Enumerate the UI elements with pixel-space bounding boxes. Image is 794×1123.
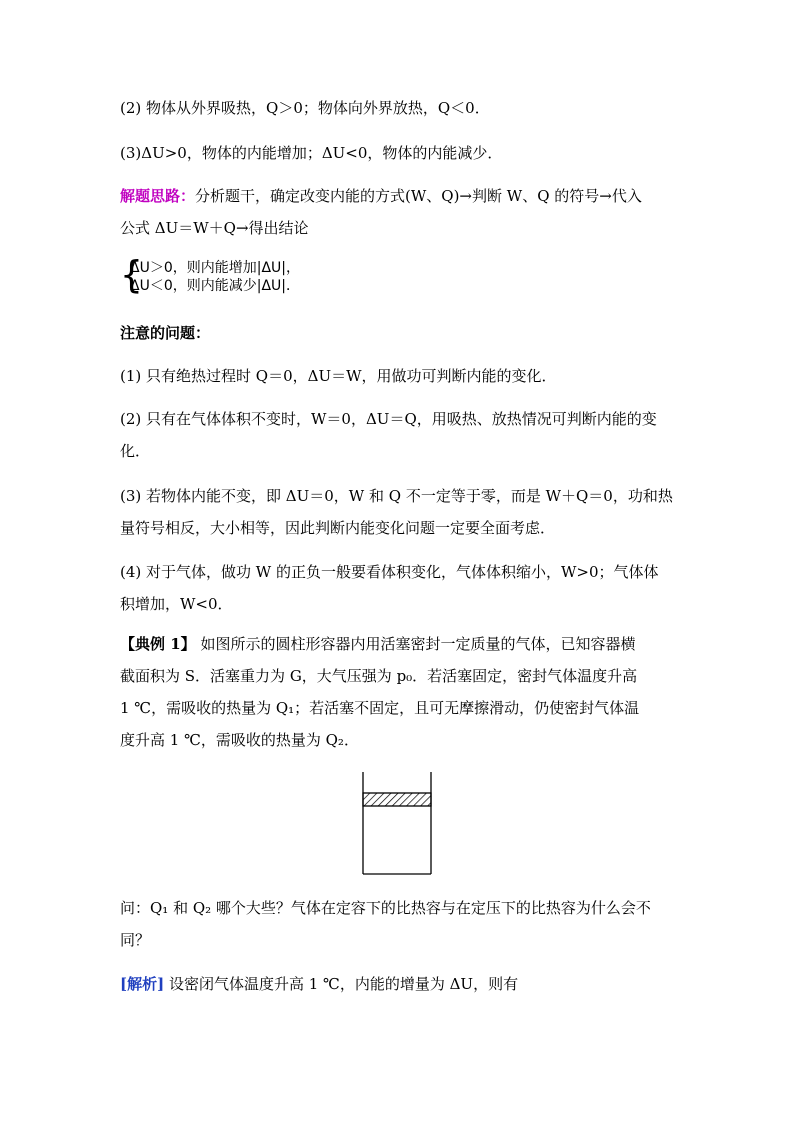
notice-3a: (3) 若物体内能不变，即 ΔU＝0，W 和 Q 不一定等于零，而是 W＋Q＝0，功和热 xyxy=(120,487,673,505)
left-brace-icon: { xyxy=(120,253,143,297)
line-du-sign: (3)ΔU>0，物体的内能增加；ΔU<0，物体的内能减少． xyxy=(120,144,503,162)
example-label: 【典例 1】 xyxy=(120,635,196,653)
notice-heading: 注意的问题： xyxy=(120,324,211,342)
solution-idea-text: 分析题干，确定改变内能的方式(W、Q)→判断 W、Q 的符号→代入 xyxy=(195,187,642,205)
solution-idea-label: 解题思路： xyxy=(120,187,196,205)
line-solution-idea xyxy=(120,186,642,206)
line-formula: 公式 ΔU＝W＋Q→得出结论 xyxy=(120,219,309,237)
notice-3b: 量符号相反，大小相等，因此判断内能变化问题一定要全面考虑． xyxy=(120,519,556,537)
analysis-line xyxy=(120,974,518,994)
notice-4a: (4) 对于气体，做功 W 的正负一般要看体积变化，气体体积缩小，W>0；气体体 xyxy=(120,563,659,581)
question-line-2: 同？ xyxy=(120,931,151,949)
cylinder-piston-diagram xyxy=(355,772,435,876)
brace-case-1: ΔU＞0，则内能增加|ΔU|， xyxy=(130,260,300,276)
brace-case-2: ΔU＜0，则内能减少|ΔU|． xyxy=(130,278,300,294)
example-line-3: 1 ℃，需吸收的热量为 Q₁；若活塞不固定，且可无摩擦滑动，仍使密封气体温 xyxy=(120,699,640,717)
example-line-2: 截面积为 S．活塞重力为 G，大气压强为 p₀．若活塞固定，密封气体温度升高 xyxy=(120,667,638,685)
example-line-4: 度升高 1 ℃，需吸收的热量为 Q₂． xyxy=(120,731,359,749)
analysis-text: 设密闭气体温度升高 1 ℃，内能的增量为 ΔU，则有 xyxy=(164,975,519,993)
notice-2a: (2) 只有在气体体积不变时，W＝0，ΔU＝Q，用吸热、放热情况可判断内能的变 xyxy=(120,410,657,428)
piston xyxy=(363,793,431,806)
notice-2b: 化． xyxy=(120,442,151,460)
example-text-1: 如图所示的圆柱形容器内用活塞密封一定质量的气体，已知容器横 xyxy=(195,635,636,653)
line-q-sign: (2) 物体从外界吸热，Q＞0；物体向外界放热，Q＜0． xyxy=(120,99,490,117)
analysis-label: [解析] xyxy=(120,975,165,993)
question-line-1: 问：Q₁ 和 Q₂ 哪个大些？气体在定容下的比热容与在定压下的比热容为什么会不 xyxy=(120,899,651,917)
brace-block xyxy=(120,253,380,298)
notice-1: (1) 只有绝热过程时 Q＝0，ΔU＝W，用做功可判断内能的变化． xyxy=(120,367,557,385)
example-line-1 xyxy=(120,634,635,654)
notice-4b: 积增加，W<0． xyxy=(120,595,233,613)
